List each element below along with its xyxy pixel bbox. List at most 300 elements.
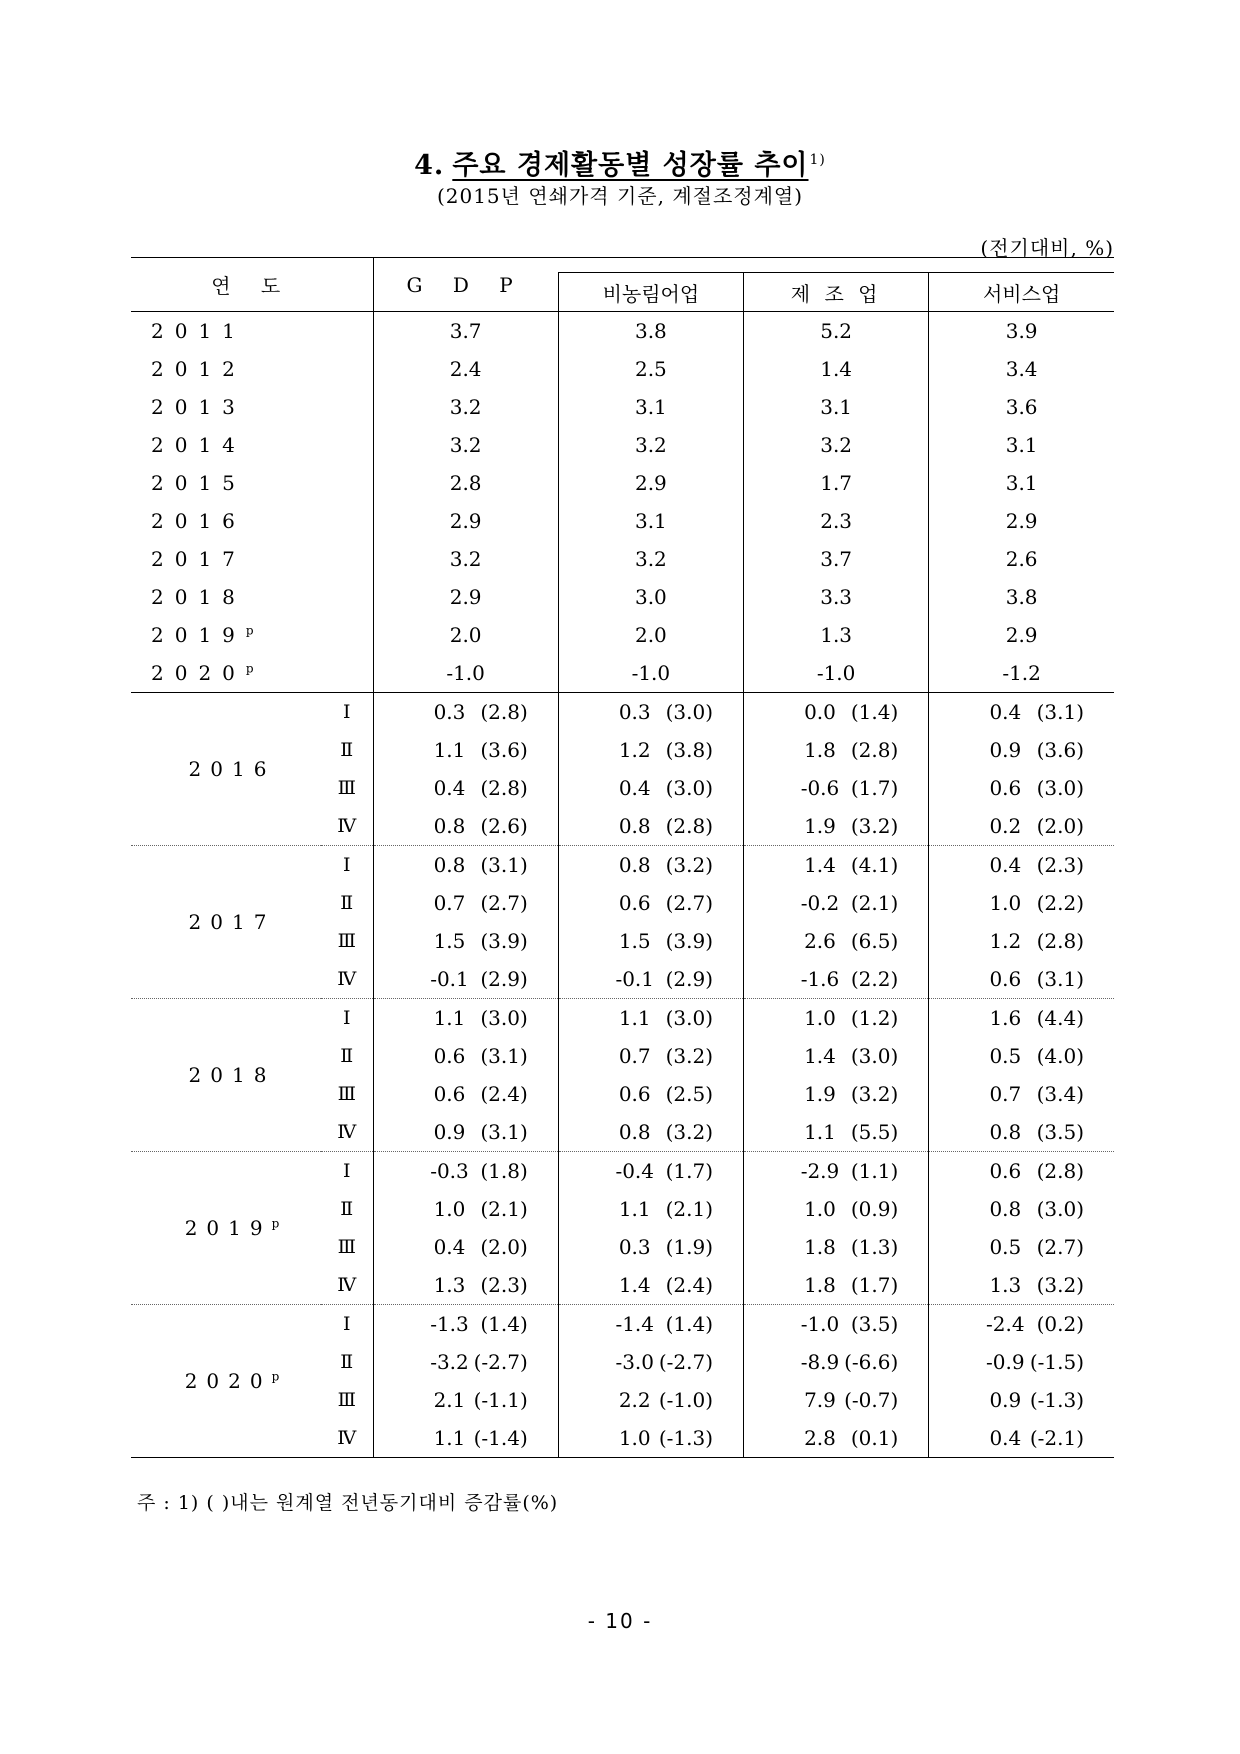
quarter-svc-cell	[929, 960, 1114, 999]
quarter-mfg-cell	[744, 922, 929, 960]
year-label: 2011	[151, 319, 246, 343]
value-pair	[374, 1350, 558, 1374]
qoq-value: 2.6	[804, 929, 836, 953]
value-pair	[559, 814, 743, 838]
quarter-label: Ⅲ	[337, 1083, 356, 1105]
value-pair	[929, 738, 1114, 762]
qoq-value: 0.2	[989, 814, 1022, 838]
qoq-value: 1.0	[804, 1006, 836, 1030]
quarter-gdp-cell	[373, 1113, 558, 1152]
quarter-year	[131, 1305, 321, 1458]
quarter-mfg-cell	[744, 769, 929, 807]
annual-row	[131, 502, 1114, 540]
annual-row	[131, 616, 1114, 654]
yoy-value: (3.1)	[1036, 967, 1084, 991]
value-pair	[929, 1312, 1114, 1336]
qoq-value: 0.9	[989, 1388, 1022, 1412]
annual-row	[131, 578, 1114, 616]
value-pair	[929, 891, 1114, 915]
qoq-value: 1.1	[433, 738, 466, 762]
quarter-nonag-cell	[558, 731, 743, 769]
annual-row	[131, 540, 1114, 578]
quarter-nonag-cell	[558, 769, 743, 807]
qoq-value: 1.6	[989, 1006, 1022, 1030]
yoy-value: (-1.3)	[1029, 1388, 1084, 1412]
value-pair	[929, 1235, 1114, 1259]
year-label: 2012	[151, 357, 246, 381]
quarter-nonag-cell	[558, 999, 743, 1038]
year-label: 2013	[151, 395, 246, 419]
annual-row	[131, 654, 1114, 693]
annual-svc-value: 2.9	[929, 616, 1114, 654]
value-pair	[744, 1426, 928, 1450]
annual-mfg-value: 3.2	[744, 426, 929, 464]
quarter-nonag-cell	[558, 1037, 743, 1075]
qoq-value: 1.1	[433, 1426, 466, 1450]
prelim-mark: p	[245, 623, 254, 638]
annual-svc-value: 3.1	[929, 426, 1114, 464]
quarter-nonag-cell	[558, 1266, 743, 1305]
annual-gdp-value: 2.9	[373, 502, 558, 540]
yoy-value: (3.5)	[850, 1312, 899, 1336]
annual-year	[131, 654, 373, 693]
quarter-nonag-cell	[558, 884, 743, 922]
qoq-value: 0.6	[433, 1082, 466, 1106]
qoq-value: 0.3	[433, 700, 466, 724]
yoy-value: (2.6)	[480, 814, 528, 838]
qoq-value: 0.7	[433, 891, 466, 915]
qoq-value: 1.9	[804, 814, 836, 838]
value-pair	[744, 1120, 928, 1144]
yoy-value: (3.2)	[850, 1082, 899, 1106]
quarter-nonag-cell	[558, 1228, 743, 1266]
annual-year	[131, 502, 373, 540]
quarter-mfg-cell	[744, 693, 929, 732]
year-label: 2015	[151, 471, 246, 495]
title-note-mark: 1)	[809, 152, 826, 168]
annual-mfg-value: 3.1	[744, 388, 929, 426]
value-pair	[929, 1159, 1114, 1183]
quarter-mfg-cell	[744, 1113, 929, 1152]
quarter-nonag-cell	[558, 960, 743, 999]
qoq-value: 1.3	[989, 1273, 1022, 1297]
annual-nonag-value: 2.0	[558, 616, 743, 654]
value-pair	[929, 1082, 1114, 1106]
value-pair	[744, 1350, 928, 1374]
quarter-label: Ⅲ	[337, 1389, 356, 1411]
qoq-value: -0.6	[800, 776, 840, 800]
quarter-gdp-cell	[373, 1343, 558, 1381]
annual-svc-value: 3.6	[929, 388, 1114, 426]
qoq-value: -8.9	[800, 1350, 840, 1374]
value-pair	[744, 929, 928, 953]
qoq-value: 1.5	[433, 929, 466, 953]
qoq-value: 0.7	[989, 1082, 1022, 1106]
footnote: 주 : 1) ( )내는 원계열 전년동기대비 증감률(%)	[137, 1492, 559, 1514]
value-pair	[374, 738, 558, 762]
yoy-value: (2.2)	[1036, 891, 1084, 915]
quarter-nonag-cell	[558, 1152, 743, 1191]
value-pair	[559, 1312, 743, 1336]
value-pair	[559, 891, 743, 915]
quarter-svc-cell	[929, 731, 1114, 769]
quarter-svc-cell	[929, 693, 1114, 732]
annual-year	[131, 540, 373, 578]
quarter-label: Ⅲ	[337, 777, 356, 799]
qoq-value: 1.4	[618, 1273, 651, 1297]
quarter-nonag-cell	[558, 1343, 743, 1381]
yoy-value: (1.1)	[850, 1159, 899, 1183]
yoy-value: (3.1)	[480, 1120, 528, 1144]
value-pair	[744, 1235, 928, 1259]
quarter-label: Ⅳ	[321, 1419, 373, 1458]
quarter-gdp-cell	[373, 1419, 558, 1458]
value-pair	[559, 967, 743, 991]
qoq-value: -2.9	[800, 1159, 840, 1183]
yoy-value: (3.2)	[665, 853, 713, 877]
annual-nonag-value: 3.2	[558, 540, 743, 578]
qoq-value: 0.9	[433, 1120, 466, 1144]
qoq-value: 1.0	[804, 1197, 836, 1221]
annual-nonag-value: 3.1	[558, 502, 743, 540]
value-pair	[929, 1120, 1114, 1144]
quarter-label: Ⅳ	[321, 960, 373, 999]
quarter-mfg-cell	[744, 1305, 929, 1344]
value-pair	[559, 1044, 743, 1068]
value-pair	[374, 1006, 558, 1030]
quarter-row	[131, 1305, 1114, 1344]
annual-nonag-value: 2.9	[558, 464, 743, 502]
header-gdp: G D P	[406, 272, 525, 297]
yoy-value: (3.1)	[1036, 700, 1084, 724]
value-pair	[929, 814, 1114, 838]
yoy-value: (3.4)	[1036, 1082, 1084, 1106]
annual-gdp-value: 3.7	[373, 312, 558, 351]
qoq-value: 0.4	[989, 700, 1022, 724]
qoq-value: -0.2	[800, 891, 840, 915]
value-pair	[559, 1350, 743, 1374]
year-label: 2019	[184, 1216, 272, 1240]
yoy-value: (2.4)	[480, 1082, 528, 1106]
annual-year	[131, 578, 373, 616]
qoq-value: 0.6	[989, 1159, 1022, 1183]
quarter-label: Ⅱ	[340, 739, 354, 761]
yoy-value: (2.0)	[1036, 814, 1084, 838]
quarter-year	[131, 693, 321, 846]
yoy-value: (3.0)	[1036, 1197, 1084, 1221]
qoq-value: 0.0	[804, 700, 836, 724]
qoq-value: 0.6	[989, 776, 1022, 800]
yoy-value: (3.0)	[665, 700, 713, 724]
value-pair	[744, 1273, 928, 1297]
value-pair	[374, 1197, 558, 1221]
qoq-value: 1.9	[804, 1082, 836, 1106]
value-pair	[744, 814, 928, 838]
yoy-value: (6.5)	[850, 929, 899, 953]
quarter-svc-cell	[929, 769, 1114, 807]
qoq-value: 1.4	[804, 853, 836, 877]
year-label: 2017	[188, 910, 276, 934]
annual-nonag-value: -1.0	[558, 654, 743, 693]
qoq-value: -3.2	[430, 1350, 469, 1374]
qoq-value: 1.1	[804, 1120, 836, 1144]
quarter-mfg-cell	[744, 999, 929, 1038]
quarter-gdp-cell	[373, 999, 558, 1038]
yoy-value: (1.7)	[850, 776, 899, 800]
quarter-svc-cell	[929, 1228, 1114, 1266]
qoq-value: 2.2	[618, 1388, 651, 1412]
qoq-value: 0.6	[433, 1044, 466, 1068]
yoy-value: (3.0)	[480, 1006, 528, 1030]
quarter-mfg-cell	[744, 1266, 929, 1305]
page-number: - 10 -	[587, 1609, 653, 1633]
yoy-value: (3.2)	[850, 814, 899, 838]
yoy-value: (-1.0)	[658, 1388, 713, 1412]
qoq-value: -2.4	[986, 1312, 1025, 1336]
yoy-value: (1.4)	[850, 700, 899, 724]
yoy-value: (-1.3)	[658, 1426, 713, 1450]
qoq-value: -0.4	[615, 1159, 655, 1183]
yoy-value: (2.7)	[1036, 1235, 1084, 1259]
annual-year	[131, 426, 373, 464]
value-pair	[744, 776, 928, 800]
yoy-value: (4.0)	[1036, 1044, 1084, 1068]
qoq-value: 1.2	[618, 738, 651, 762]
qoq-value: 1.2	[989, 929, 1022, 953]
quarter-label: Ⅰ	[342, 1160, 351, 1182]
yoy-value: (1.7)	[850, 1273, 899, 1297]
quarter-gdp-cell	[373, 922, 558, 960]
quarter-gdp-cell	[373, 807, 558, 846]
quarter-year	[131, 1152, 321, 1305]
quarter-label: Ⅱ	[340, 892, 354, 914]
yoy-value: (3.2)	[665, 1120, 713, 1144]
qoq-value: 2.1	[433, 1388, 466, 1412]
quarter-svc-cell	[929, 1113, 1114, 1152]
value-pair	[929, 1273, 1114, 1297]
quarter-gdp-cell	[373, 1305, 558, 1344]
quarter-nonag-cell	[558, 807, 743, 846]
value-pair	[744, 1388, 928, 1412]
quarter-label: Ⅱ	[340, 1351, 354, 1373]
annual-svc-value: 2.9	[929, 502, 1114, 540]
yoy-value: (3.0)	[1036, 776, 1084, 800]
quarter-gdp-cell	[373, 769, 558, 807]
value-pair	[374, 1388, 558, 1412]
qoq-value: 0.4	[433, 776, 466, 800]
qoq-value: -1.0	[800, 1312, 840, 1336]
yoy-value: (2.1)	[665, 1197, 713, 1221]
value-pair	[929, 700, 1114, 724]
prelim-mark: p	[271, 1369, 280, 1384]
yoy-value: (3.1)	[480, 1044, 528, 1068]
yoy-value: (5.5)	[850, 1120, 899, 1144]
qoq-value: 1.8	[804, 738, 836, 762]
yoy-value: (2.8)	[480, 776, 528, 800]
quarter-mfg-cell	[744, 884, 929, 922]
qoq-value: -0.3	[430, 1159, 469, 1183]
quarter-label: Ⅱ	[340, 1198, 354, 1220]
value-pair	[744, 1006, 928, 1030]
yoy-value: (1.3)	[850, 1235, 899, 1259]
value-pair	[744, 1082, 928, 1106]
value-pair	[929, 1388, 1114, 1412]
annual-gdp-value: 3.2	[373, 540, 558, 578]
annual-mfg-value: 5.2	[744, 312, 929, 351]
yoy-value: (2.8)	[480, 700, 528, 724]
quarter-nonag-cell	[558, 1305, 743, 1344]
annual-svc-value: -1.2	[929, 654, 1114, 693]
quarter-mfg-cell	[744, 807, 929, 846]
header-year: 연 도	[211, 274, 293, 298]
growth-table	[131, 257, 1114, 1458]
qoq-value: 1.8	[804, 1273, 836, 1297]
yoy-value: (-1.4)	[473, 1426, 528, 1450]
quarter-svc-cell	[929, 999, 1114, 1038]
unit-label: (전기대비, %)	[980, 236, 1114, 260]
quarter-mfg-cell	[744, 731, 929, 769]
quarter-label: Ⅳ	[321, 1113, 373, 1152]
annual-row	[131, 312, 1114, 351]
yoy-value: (-0.7)	[844, 1388, 899, 1412]
annual-mfg-value: 1.7	[744, 464, 929, 502]
value-pair	[559, 1388, 743, 1412]
yoy-value: (0.1)	[850, 1426, 899, 1450]
qoq-value: 1.1	[433, 1006, 466, 1030]
yoy-value: (4.1)	[850, 853, 899, 877]
qoq-value: -0.9	[986, 1350, 1025, 1374]
year-label: 2016	[188, 757, 276, 781]
quarter-gdp-cell	[373, 1075, 558, 1113]
year-label: 2016	[151, 509, 246, 533]
value-pair	[559, 1197, 743, 1221]
yoy-value: (3.2)	[1036, 1273, 1084, 1297]
subtitle: (2015년 연쇄가격 기준, 계절조정계열)	[436, 184, 804, 208]
qoq-value: 1.8	[804, 1235, 836, 1259]
quarter-mfg-cell	[744, 846, 929, 885]
qoq-value: 0.7	[618, 1044, 651, 1068]
qoq-value: 1.0	[618, 1426, 651, 1450]
annual-gdp-value: -1.0	[373, 654, 558, 693]
value-pair	[559, 738, 743, 762]
value-pair	[374, 814, 558, 838]
yoy-value: (-6.6)	[844, 1350, 899, 1374]
value-pair	[744, 738, 928, 762]
qoq-value: 0.4	[433, 1235, 466, 1259]
yoy-value: (2.1)	[480, 1197, 528, 1221]
yoy-value: (2.5)	[665, 1082, 713, 1106]
qoq-value: -3.0	[615, 1350, 655, 1374]
yoy-value: (3.6)	[480, 738, 528, 762]
quarter-label: Ⅰ	[342, 701, 351, 723]
qoq-value: 1.4	[804, 1044, 836, 1068]
qoq-value: -1.4	[615, 1312, 655, 1336]
qoq-value: -1.3	[430, 1312, 469, 1336]
quarter-row	[131, 1152, 1114, 1191]
value-pair	[374, 776, 558, 800]
quarter-gdp-cell	[373, 1190, 558, 1228]
qoq-value: 0.3	[618, 1235, 651, 1259]
yoy-value: (2.3)	[1036, 853, 1084, 877]
value-pair	[374, 1426, 558, 1450]
value-pair	[929, 1006, 1114, 1030]
quarter-row	[131, 846, 1114, 885]
yoy-value: (0.2)	[1036, 1312, 1084, 1336]
annual-mfg-value: 1.3	[744, 616, 929, 654]
value-pair	[559, 1082, 743, 1106]
quarter-nonag-cell	[558, 1075, 743, 1113]
value-pair	[374, 929, 558, 953]
qoq-value: 0.8	[989, 1120, 1022, 1144]
qoq-value: 0.6	[989, 967, 1022, 991]
yoy-value: (3.9)	[665, 929, 713, 953]
quarter-nonag-cell	[558, 1381, 743, 1419]
yoy-value: (2.4)	[665, 1273, 713, 1297]
value-pair	[744, 1044, 928, 1068]
qoq-value: 1.0	[433, 1197, 466, 1221]
value-pair	[744, 1197, 928, 1221]
annual-svc-value: 3.4	[929, 350, 1114, 388]
annual-year	[131, 388, 373, 426]
quarter-label: Ⅲ	[337, 930, 356, 952]
value-pair	[374, 891, 558, 915]
yoy-value: (3.2)	[665, 1044, 713, 1068]
quarter-gdp-cell	[373, 1228, 558, 1266]
value-pair	[929, 1350, 1114, 1374]
value-pair	[374, 1312, 558, 1336]
qoq-value: 0.8	[433, 853, 466, 877]
annual-svc-value: 2.6	[929, 540, 1114, 578]
value-pair	[374, 1273, 558, 1297]
quarter-svc-cell	[929, 1075, 1114, 1113]
yoy-value: (1.4)	[480, 1312, 528, 1336]
qoq-value: 0.4	[989, 853, 1022, 877]
yoy-value: (4.4)	[1036, 1006, 1084, 1030]
yoy-value: (3.8)	[665, 738, 713, 762]
annual-svc-value: 3.8	[929, 578, 1114, 616]
value-pair	[929, 929, 1114, 953]
quarter-mfg-cell	[744, 1381, 929, 1419]
yoy-value: (1.7)	[665, 1159, 713, 1183]
yoy-value: (-1.5)	[1029, 1350, 1084, 1374]
quarter-gdp-cell	[373, 846, 558, 885]
yoy-value: (3.1)	[480, 853, 528, 877]
value-pair	[559, 1273, 743, 1297]
quarter-label: Ⅳ	[321, 1266, 373, 1305]
qoq-value: -1.6	[800, 967, 840, 991]
quarter-gdp-cell	[373, 1266, 558, 1305]
annual-mfg-value: 3.7	[744, 540, 929, 578]
value-pair	[929, 1426, 1114, 1450]
quarter-label: Ⅰ	[342, 854, 351, 876]
header-row	[131, 258, 1114, 273]
qoq-value: 0.3	[618, 700, 651, 724]
quarter-svc-cell	[929, 1305, 1114, 1344]
annual-row	[131, 350, 1114, 388]
quarter-mfg-cell	[744, 960, 929, 999]
yoy-value: (-2.7)	[473, 1350, 528, 1374]
quarter-svc-cell	[929, 1037, 1114, 1075]
quarter-mfg-cell	[744, 1075, 929, 1113]
annual-year	[131, 616, 373, 654]
quarter-gdp-cell	[373, 1381, 558, 1419]
value-pair	[559, 929, 743, 953]
annual-row	[131, 388, 1114, 426]
title-text: 주요 경제활동별 성장률 추이	[452, 150, 809, 181]
annual-gdp-value: 2.9	[373, 578, 558, 616]
qoq-value: 1.5	[618, 929, 651, 953]
value-pair	[559, 1235, 743, 1259]
